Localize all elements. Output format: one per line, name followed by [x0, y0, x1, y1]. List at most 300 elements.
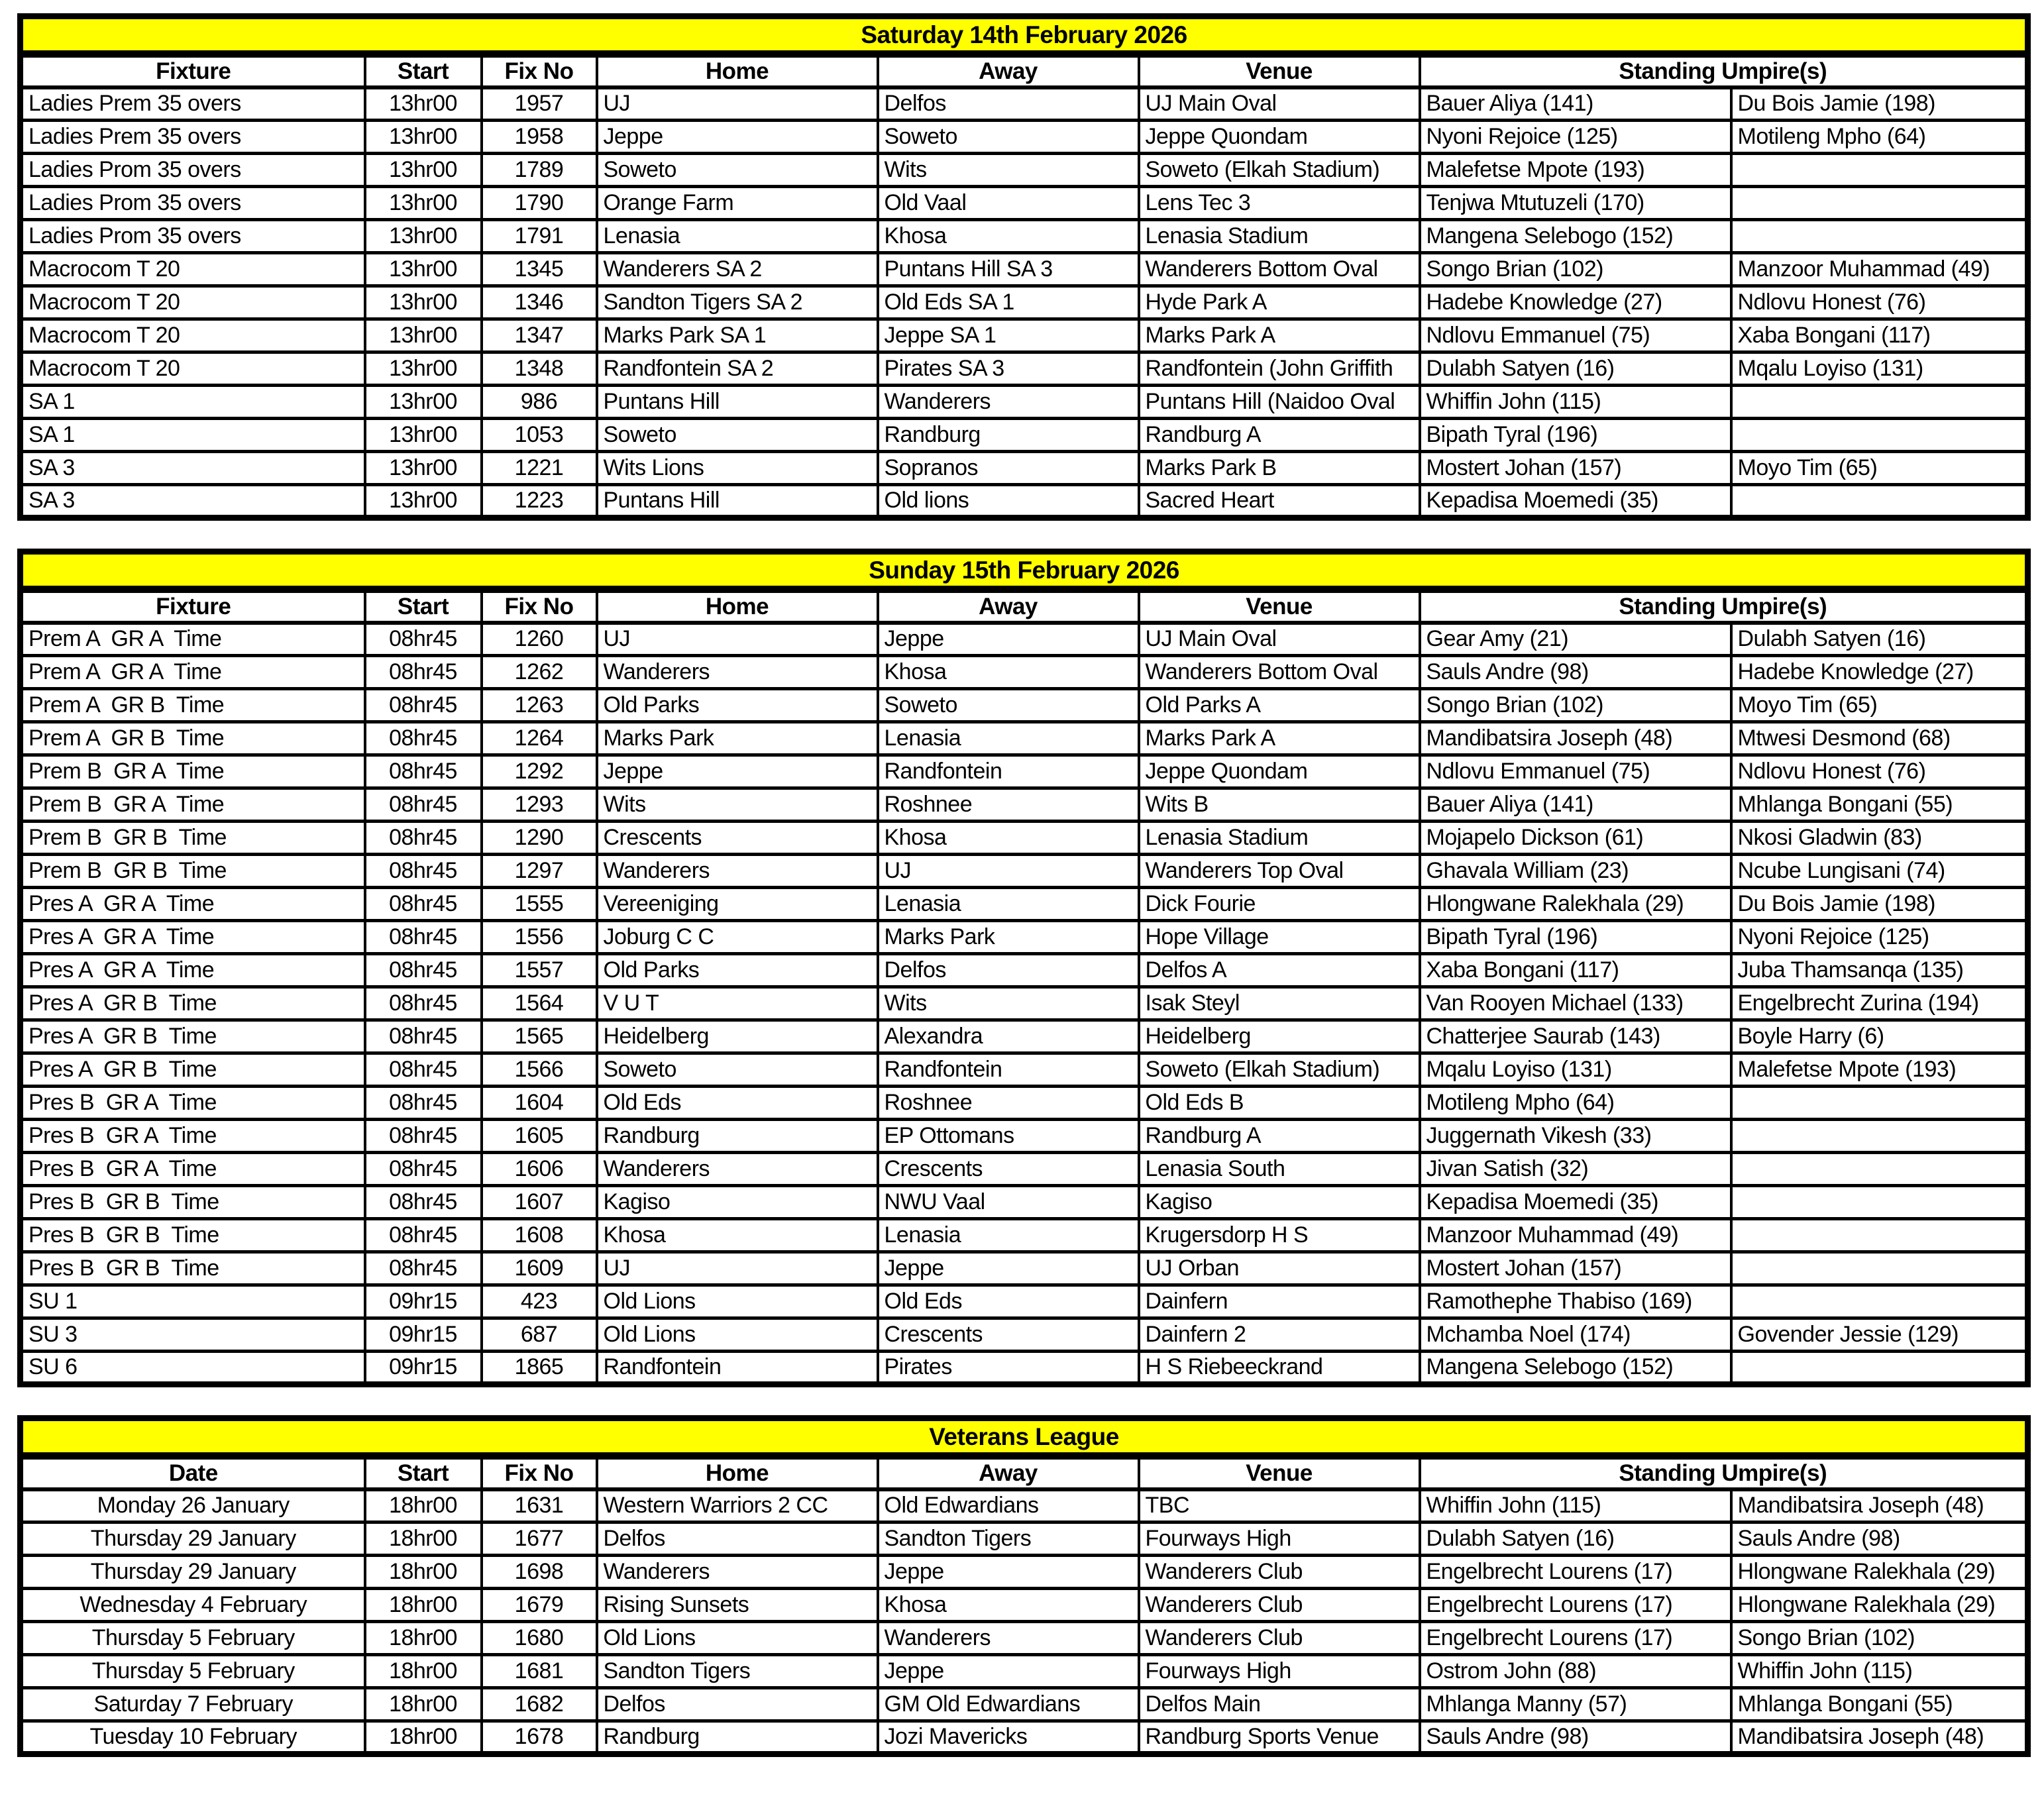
home-team-cell: Wanderers	[597, 1153, 878, 1186]
fix-no-cell: 1698	[482, 1556, 597, 1589]
table-title: Saturday 14th February 2026	[21, 17, 2028, 54]
umpire-1-cell: Bipath Tyral (196)	[1420, 419, 1731, 452]
venue-cell: Delfos A	[1139, 954, 1420, 987]
venue-cell: Wanderers Club	[1139, 1556, 1420, 1589]
venue-cell: H S Riebeeckrand	[1139, 1352, 1420, 1385]
venue-cell: Isak Steyl	[1139, 987, 1420, 1020]
umpire-2-cell: Moyo Tim (65)	[1731, 689, 2028, 722]
column-header-row	[21, 1456, 2028, 1489]
fix-no-cell: 1631	[482, 1489, 597, 1522]
away-team-cell: Pirates SA 3	[878, 352, 1139, 386]
fixture-cell: Macrocom T 20	[21, 253, 365, 286]
umpire-2-cell: Mhlanga Bongani (55)	[1731, 788, 2028, 822]
umpire-1-cell: Bauer Aliya (141)	[1420, 788, 1731, 822]
fix-no-cell: 1290	[482, 822, 597, 855]
fixture-row	[21, 822, 2028, 855]
away-team-cell: Randfontein	[878, 1053, 1139, 1087]
fixture-row	[21, 187, 2028, 220]
start-time-cell: 08hr45	[365, 822, 482, 855]
column-header-date: Date	[21, 1456, 365, 1489]
away-team-cell: Old Vaal	[878, 187, 1139, 220]
home-team-cell: UJ	[597, 1252, 878, 1285]
column-header-start: Start	[365, 1456, 482, 1489]
fixture-row	[21, 1120, 2028, 1153]
start-time-cell: 18hr00	[365, 1721, 482, 1754]
fixture-cell: SU 1	[21, 1285, 365, 1318]
home-team-cell: UJ	[597, 87, 878, 121]
column-header-venue: Venue	[1139, 54, 1420, 87]
start-time-cell: 13hr00	[365, 352, 482, 386]
away-team-cell: Randburg	[878, 419, 1139, 452]
fix-no-cell: 1606	[482, 1153, 597, 1186]
umpire-2-cell: Du Bois Jamie (198)	[1731, 87, 2028, 121]
home-team-cell: Wits	[597, 788, 878, 822]
venue-cell: Dainfern	[1139, 1285, 1420, 1318]
fixture-row	[21, 1186, 2028, 1219]
fixture-row	[21, 419, 2028, 452]
fixture-cell: Prem A GR B Time	[21, 722, 365, 755]
umpire-1-cell: Motileng Mpho (64)	[1420, 1087, 1731, 1120]
home-team-cell: Vereeniging	[597, 888, 878, 921]
home-team-cell: Western Warriors 2 CC	[597, 1489, 878, 1522]
away-team-cell: Lenasia	[878, 1219, 1139, 1252]
fixture-cell: Saturday 7 February	[21, 1688, 365, 1721]
fixture-row	[21, 755, 2028, 788]
fixture-cell: Monday 26 January	[21, 1489, 365, 1522]
umpire-1-cell: Mchamba Noel (174)	[1420, 1318, 1731, 1352]
start-time-cell: 13hr00	[365, 319, 482, 352]
fixture-cell: Thursday 29 January	[21, 1556, 365, 1589]
column-header-row	[21, 54, 2028, 87]
umpire-1-cell: Van Rooyen Michael (133)	[1420, 987, 1731, 1020]
umpire-2-cell: Mhlanga Bongani (55)	[1731, 1688, 2028, 1721]
home-team-cell: Soweto	[597, 1053, 878, 1087]
start-time-cell: 13hr00	[365, 253, 482, 286]
umpire-2-cell: Du Bois Jamie (198)	[1731, 888, 2028, 921]
umpire-2-cell: Ndlovu Honest (76)	[1731, 286, 2028, 319]
home-team-cell: Jeppe	[597, 755, 878, 788]
start-time-cell: 09hr15	[365, 1318, 482, 1352]
venue-cell: Jeppe Quondam	[1139, 121, 1420, 154]
fixture-cell: Ladies Prom 35 overs	[21, 154, 365, 187]
umpire-1-cell: Hadebe Knowledge (27)	[1420, 286, 1731, 319]
umpire-2-cell: Manzoor Muhammad (49)	[1731, 253, 2028, 286]
home-team-cell: Orange Farm	[597, 187, 878, 220]
table-title: Sunday 15th February 2026	[21, 552, 2028, 590]
fixture-row	[21, 722, 2028, 755]
fix-no-cell: 986	[482, 386, 597, 419]
away-team-cell: Jeppe	[878, 623, 1139, 656]
fixture-row	[21, 1020, 2028, 1053]
column-header-start: Start	[365, 590, 482, 623]
start-time-cell: 13hr00	[365, 121, 482, 154]
fixture-cell: Tuesday 10 February	[21, 1721, 365, 1754]
away-team-cell: UJ	[878, 855, 1139, 888]
fix-no-cell: 1346	[482, 286, 597, 319]
fixture-row	[21, 1622, 2028, 1655]
umpire-1-cell: Engelbrecht Lourens (17)	[1420, 1589, 1731, 1622]
start-time-cell: 08hr45	[365, 855, 482, 888]
fix-no-cell: 1347	[482, 319, 597, 352]
fix-no-cell: 1958	[482, 121, 597, 154]
column-header-standing-umpire-s: Standing Umpire(s)	[1420, 54, 2028, 87]
start-time-cell: 08hr45	[365, 1219, 482, 1252]
umpire-1-cell: Engelbrecht Lourens (17)	[1420, 1556, 1731, 1589]
umpire-1-cell: Xaba Bongani (117)	[1420, 954, 1731, 987]
venue-cell: Heidelberg	[1139, 1020, 1420, 1053]
fix-no-cell: 1565	[482, 1020, 597, 1053]
venue-cell: Lens Tec 3	[1139, 187, 1420, 220]
fixture-cell: SA 3	[21, 485, 365, 518]
away-team-cell: Delfos	[878, 87, 1139, 121]
start-time-cell: 13hr00	[365, 87, 482, 121]
fix-no-cell: 1264	[482, 722, 597, 755]
fixture-cell: Pres B GR A Time	[21, 1153, 365, 1186]
fixture-cell: Macrocom T 20	[21, 352, 365, 386]
fixture-row	[21, 1589, 2028, 1622]
away-team-cell: Khosa	[878, 822, 1139, 855]
umpire-1-cell: Mqalu Loyiso (131)	[1420, 1053, 1731, 1087]
venue-cell: Wanderers Bottom Oval	[1139, 253, 1420, 286]
fixture-row	[21, 1285, 2028, 1318]
away-team-cell: Wits	[878, 154, 1139, 187]
umpire-1-cell: Malefetse Mpote (193)	[1420, 154, 1731, 187]
away-team-cell: Jeppe	[878, 1655, 1139, 1688]
home-team-cell: Khosa	[597, 1219, 878, 1252]
table-title-row	[21, 1418, 2028, 1456]
fixture-cell: Pres A GR A Time	[21, 921, 365, 954]
fix-no-cell: 1679	[482, 1589, 597, 1622]
umpire-1-cell: Ghavala William (23)	[1420, 855, 1731, 888]
fixture-cell: Wednesday 4 February	[21, 1589, 365, 1622]
fixture-cell: Pres A GR B Time	[21, 987, 365, 1020]
umpire-2-cell: Sauls Andre (98)	[1731, 1522, 2028, 1556]
home-team-cell: Wanderers	[597, 656, 878, 689]
fixture-row	[21, 154, 2028, 187]
column-header-standing-umpire-s: Standing Umpire(s)	[1420, 590, 2028, 623]
fix-no-cell: 1791	[482, 220, 597, 253]
umpire-2-cell: Govender Jessie (129)	[1731, 1318, 2028, 1352]
fix-no-cell: 1608	[482, 1219, 597, 1252]
fix-no-cell: 1564	[482, 987, 597, 1020]
fixture-row	[21, 987, 2028, 1020]
home-team-cell: Sandton Tigers	[597, 1655, 878, 1688]
umpire-2-cell: Motileng Mpho (64)	[1731, 121, 2028, 154]
away-team-cell: Old Eds SA 1	[878, 286, 1139, 319]
fixture-row	[21, 1219, 2028, 1252]
start-time-cell: 13hr00	[365, 220, 482, 253]
fix-no-cell: 1053	[482, 419, 597, 452]
away-team-cell: Old lions	[878, 485, 1139, 518]
away-team-cell: Crescents	[878, 1318, 1139, 1352]
home-team-cell: Puntans Hill	[597, 485, 878, 518]
umpire-1-cell: Songo Brian (102)	[1420, 253, 1731, 286]
umpire-2-cell: Whiffin John (115)	[1731, 1655, 2028, 1688]
fixture-row	[21, 1153, 2028, 1186]
fixture-cell: SA 1	[21, 386, 365, 419]
fix-no-cell: 1297	[482, 855, 597, 888]
home-team-cell: Wanderers	[597, 1556, 878, 1589]
fixture-cell: Ladies Prem 35 overs	[21, 87, 365, 121]
fixture-row	[21, 689, 2028, 722]
away-team-cell: Khosa	[878, 220, 1139, 253]
away-team-cell: EP Ottomans	[878, 1120, 1139, 1153]
fixture-row	[21, 87, 2028, 121]
start-time-cell: 08hr45	[365, 722, 482, 755]
umpire-2-cell: Nyoni Rejoice (125)	[1731, 921, 2028, 954]
fixtures-table-sunday	[17, 549, 2031, 1387]
away-team-cell: Sandton Tigers	[878, 1522, 1139, 1556]
venue-cell: Krugersdorp H S	[1139, 1219, 1420, 1252]
fix-no-cell: 1566	[482, 1053, 597, 1087]
umpire-1-cell: Mangena Selebogo (152)	[1420, 220, 1731, 253]
fixtures-table-veterans-league	[17, 1415, 2031, 1757]
venue-cell: Fourways High	[1139, 1522, 1420, 1556]
fixture-row	[21, 286, 2028, 319]
home-team-cell: Randburg	[597, 1120, 878, 1153]
fixture-row	[21, 452, 2028, 485]
away-team-cell: Wanderers	[878, 1622, 1139, 1655]
umpire-1-cell: Ramothephe Thabiso (169)	[1420, 1285, 1731, 1318]
column-header-venue: Venue	[1139, 1456, 1420, 1489]
umpire-2-cell: Moyo Tim (65)	[1731, 452, 2028, 485]
fix-no-cell: 687	[482, 1318, 597, 1352]
venue-cell: Randburg A	[1139, 419, 1420, 452]
umpire-2-cell: Dulabh Satyen (16)	[1731, 623, 2028, 656]
home-team-cell: Randburg	[597, 1721, 878, 1754]
fix-no-cell: 1263	[482, 689, 597, 722]
away-team-cell: Jeppe	[878, 1556, 1139, 1589]
fixture-cell: SA 3	[21, 452, 365, 485]
umpire-1-cell: Kepadisa Moemedi (35)	[1420, 1186, 1731, 1219]
away-team-cell: Pirates	[878, 1352, 1139, 1385]
fixture-row	[21, 1556, 2028, 1589]
venue-cell: Wanderers Top Oval	[1139, 855, 1420, 888]
umpire-1-cell: Songo Brian (102)	[1420, 689, 1731, 722]
umpire-2-cell	[1731, 419, 2028, 452]
away-team-cell: Sopranos	[878, 452, 1139, 485]
umpire-2-cell	[1731, 1352, 2028, 1385]
umpire-2-cell	[1731, 220, 2028, 253]
umpire-1-cell: Mojapelo Dickson (61)	[1420, 822, 1731, 855]
home-team-cell: Randfontein SA 2	[597, 352, 878, 386]
umpire-2-cell	[1731, 154, 2028, 187]
home-team-cell: V U T	[597, 987, 878, 1020]
venue-cell: Wits B	[1139, 788, 1420, 822]
home-team-cell: Sandton Tigers SA 2	[597, 286, 878, 319]
home-team-cell: Marks Park SA 1	[597, 319, 878, 352]
fixture-cell: Pres B GR B Time	[21, 1219, 365, 1252]
umpire-1-cell: Mangena Selebogo (152)	[1420, 1352, 1731, 1385]
fixture-cell: Pres B GR B Time	[21, 1252, 365, 1285]
column-header-fixture: Fixture	[21, 54, 365, 87]
umpire-2-cell: Juba Thamsanqa (135)	[1731, 954, 2028, 987]
fixture-cell: Pres A GR A Time	[21, 954, 365, 987]
away-team-cell: Puntans Hill SA 3	[878, 253, 1139, 286]
away-team-cell: Crescents	[878, 1153, 1139, 1186]
umpire-1-cell: Mandibatsira Joseph (48)	[1420, 722, 1731, 755]
venue-cell: Lenasia South	[1139, 1153, 1420, 1186]
start-time-cell: 13hr00	[365, 419, 482, 452]
fixture-cell: Prem B GR A Time	[21, 755, 365, 788]
fix-no-cell: 1262	[482, 656, 597, 689]
umpire-1-cell: Dulabh Satyen (16)	[1420, 1522, 1731, 1556]
fixture-row	[21, 1352, 2028, 1385]
fix-no-cell: 1223	[482, 485, 597, 518]
home-team-cell: Crescents	[597, 822, 878, 855]
venue-cell: Wanderers Club	[1139, 1589, 1420, 1622]
fixture-cell: Ladies Prom 35 overs	[21, 220, 365, 253]
home-team-cell: Wanderers SA 2	[597, 253, 878, 286]
away-team-cell: Khosa	[878, 656, 1139, 689]
home-team-cell: Delfos	[597, 1688, 878, 1721]
start-time-cell: 18hr00	[365, 1522, 482, 1556]
fixture-row	[21, 386, 2028, 419]
start-time-cell: 08hr45	[365, 623, 482, 656]
fixture-row	[21, 220, 2028, 253]
umpire-2-cell	[1731, 1252, 2028, 1285]
venue-cell: Marks Park A	[1139, 722, 1420, 755]
fixture-cell: Thursday 29 January	[21, 1522, 365, 1556]
venue-cell: Dainfern 2	[1139, 1318, 1420, 1352]
umpire-2-cell: Malefetse Mpote (193)	[1731, 1053, 2028, 1087]
umpire-2-cell: Nkosi Gladwin (83)	[1731, 822, 2028, 855]
umpire-1-cell: Dulabh Satyen (16)	[1420, 352, 1731, 386]
umpire-1-cell: Juggernath Vikesh (33)	[1420, 1120, 1731, 1153]
umpire-1-cell: Bipath Tyral (196)	[1420, 921, 1731, 954]
umpire-2-cell	[1731, 1219, 2028, 1252]
start-time-cell: 08hr45	[365, 755, 482, 788]
home-team-cell: Old Parks	[597, 954, 878, 987]
umpire-2-cell: Hadebe Knowledge (27)	[1731, 656, 2028, 689]
venue-cell: Dick Fourie	[1139, 888, 1420, 921]
fixture-cell: Thursday 5 February	[21, 1655, 365, 1688]
fixture-cell: Pres B GR A Time	[21, 1120, 365, 1153]
away-team-cell: Alexandra	[878, 1020, 1139, 1053]
umpire-2-cell: Boyle Harry (6)	[1731, 1020, 2028, 1053]
fix-no-cell: 1790	[482, 187, 597, 220]
venue-cell: Randburg Sports Venue	[1139, 1721, 1420, 1754]
umpire-2-cell	[1731, 1186, 2028, 1219]
away-team-cell: Soweto	[878, 689, 1139, 722]
venue-cell: Marks Park B	[1139, 452, 1420, 485]
venue-cell: Sacred Heart	[1139, 485, 1420, 518]
umpire-2-cell	[1731, 1120, 2028, 1153]
column-header-fix-no: Fix No	[482, 1456, 597, 1489]
fixture-cell: Prem B GR A Time	[21, 788, 365, 822]
fixture-row	[21, 1522, 2028, 1556]
venue-cell: UJ Main Oval	[1139, 623, 1420, 656]
start-time-cell: 08hr45	[365, 954, 482, 987]
column-header-start: Start	[365, 54, 482, 87]
away-team-cell: Randfontein	[878, 755, 1139, 788]
venue-cell: Soweto (Elkah Stadium)	[1139, 154, 1420, 187]
umpire-2-cell	[1731, 1153, 2028, 1186]
away-team-cell: Jeppe	[878, 1252, 1139, 1285]
umpire-2-cell: Mandibatsira Joseph (48)	[1731, 1489, 2028, 1522]
umpire-2-cell: Mqalu Loyiso (131)	[1731, 352, 2028, 386]
away-team-cell: Old Edwardians	[878, 1489, 1139, 1522]
fixture-row	[21, 656, 2028, 689]
venue-cell: Wanderers Club	[1139, 1622, 1420, 1655]
umpire-1-cell: Mostert Johan (157)	[1420, 1252, 1731, 1285]
fixture-cell: Prem A GR A Time	[21, 623, 365, 656]
fixture-row	[21, 1655, 2028, 1688]
away-team-cell: Jozi Mavericks	[878, 1721, 1139, 1754]
fix-no-cell: 1682	[482, 1688, 597, 1721]
fix-no-cell: 1555	[482, 888, 597, 921]
fix-no-cell: 423	[482, 1285, 597, 1318]
fixture-cell: Ladies Prem 35 overs	[21, 121, 365, 154]
umpire-1-cell: Nyoni Rejoice (125)	[1420, 121, 1731, 154]
fixture-row	[21, 1252, 2028, 1285]
venue-cell: Randfontein (John Griffith	[1139, 352, 1420, 386]
umpire-1-cell: Ndlovu Emmanuel (75)	[1420, 319, 1731, 352]
umpire-2-cell: Ncube Lungisani (74)	[1731, 855, 2028, 888]
table-title-row	[21, 17, 2028, 54]
fixture-row	[21, 855, 2028, 888]
fix-no-cell: 1678	[482, 1721, 597, 1754]
umpire-2-cell	[1731, 1087, 2028, 1120]
umpire-2-cell	[1731, 485, 2028, 518]
fixture-row	[21, 921, 2028, 954]
venue-cell: Lenasia Stadium	[1139, 220, 1420, 253]
column-header-row	[21, 590, 2028, 623]
umpire-1-cell: Bauer Aliya (141)	[1420, 87, 1731, 121]
start-time-cell: 08hr45	[365, 1053, 482, 1087]
fix-no-cell: 1680	[482, 1622, 597, 1655]
away-team-cell: Delfos	[878, 954, 1139, 987]
venue-cell: UJ Orban	[1139, 1252, 1420, 1285]
fix-no-cell: 1557	[482, 954, 597, 987]
away-team-cell: GM Old Edwardians	[878, 1688, 1139, 1721]
fixture-cell: Prem B GR B Time	[21, 855, 365, 888]
umpire-2-cell: Ndlovu Honest (76)	[1731, 755, 2028, 788]
fix-no-cell: 1293	[482, 788, 597, 822]
start-time-cell: 08hr45	[365, 1186, 482, 1219]
column-header-home: Home	[597, 54, 878, 87]
column-header-away: Away	[878, 54, 1139, 87]
fixture-row	[21, 319, 2028, 352]
fixture-row	[21, 253, 2028, 286]
fix-no-cell: 1681	[482, 1655, 597, 1688]
home-team-cell: Old Lions	[597, 1285, 878, 1318]
home-team-cell: Wits Lions	[597, 452, 878, 485]
fixture-cell: Prem B GR B Time	[21, 822, 365, 855]
away-team-cell: Wanderers	[878, 386, 1139, 419]
venue-cell: Jeppe Quondam	[1139, 755, 1420, 788]
start-time-cell: 13hr00	[365, 452, 482, 485]
fix-no-cell: 1865	[482, 1352, 597, 1385]
start-time-cell: 08hr45	[365, 788, 482, 822]
fix-no-cell: 1605	[482, 1120, 597, 1153]
fix-no-cell: 1221	[482, 452, 597, 485]
umpire-2-cell: Hlongwane Ralekhala (29)	[1731, 1589, 2028, 1622]
umpire-1-cell: Engelbrecht Lourens (17)	[1420, 1622, 1731, 1655]
start-time-cell: 13hr00	[365, 154, 482, 187]
fixture-row	[21, 121, 2028, 154]
column-header-away: Away	[878, 1456, 1139, 1489]
start-time-cell: 09hr15	[365, 1285, 482, 1318]
start-time-cell: 09hr15	[365, 1352, 482, 1385]
fixture-row	[21, 485, 2028, 518]
column-header-fixture: Fixture	[21, 590, 365, 623]
fix-no-cell: 1957	[482, 87, 597, 121]
fix-no-cell: 1260	[482, 623, 597, 656]
away-team-cell: Marks Park	[878, 921, 1139, 954]
start-time-cell: 08hr45	[365, 888, 482, 921]
umpire-1-cell: Kepadisa Moemedi (35)	[1420, 485, 1731, 518]
